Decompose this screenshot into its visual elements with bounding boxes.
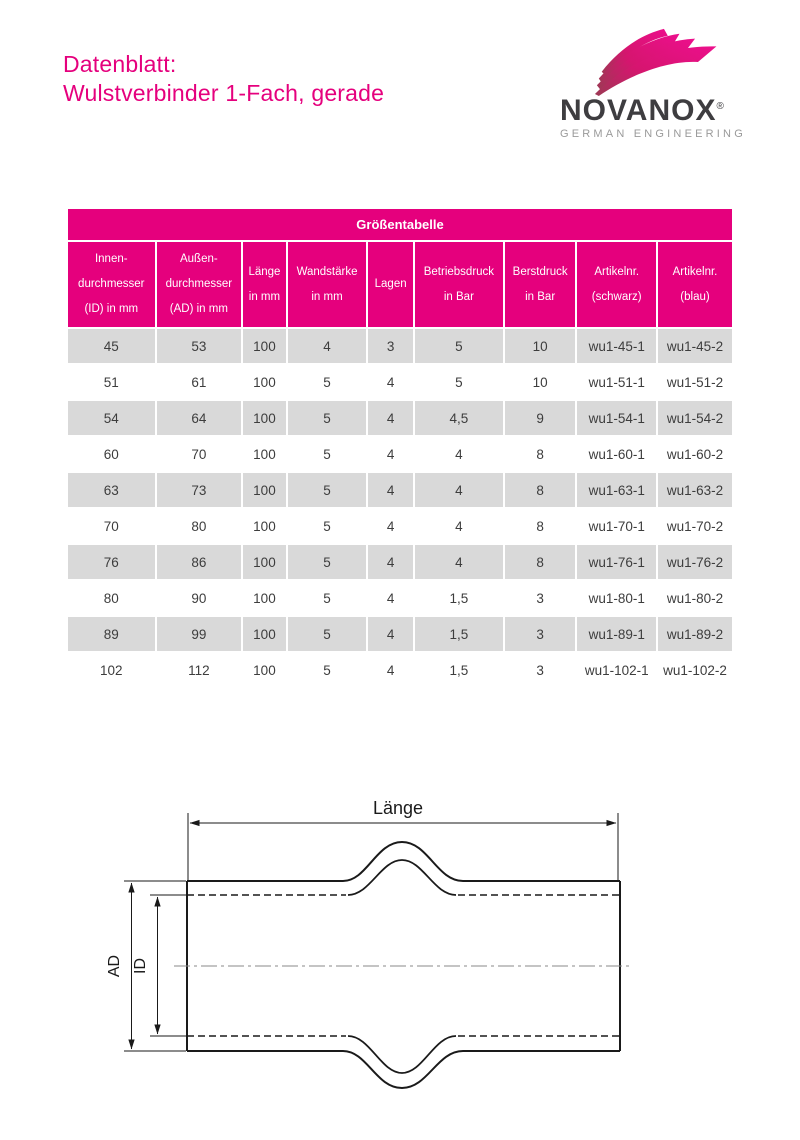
table-row: [67, 616, 733, 652]
table-title-row: [67, 208, 733, 241]
table-title: Größentabelle: [67, 208, 733, 241]
table-cell: 4: [367, 616, 414, 652]
table-cell: 4: [367, 364, 414, 400]
table-cell: 73: [156, 472, 243, 508]
table-header-row: [67, 241, 733, 328]
table-cell: 5: [287, 400, 368, 436]
table-cell: 8: [504, 436, 577, 472]
column-header-artikelnr-blau: Artikelnr. (blau): [657, 241, 733, 328]
table-cell: 4: [414, 472, 504, 508]
table-cell: 5: [287, 652, 368, 688]
table-cell: 9: [504, 400, 577, 436]
column-header-betriebsdruck: Betriebsdruck in Bar: [414, 241, 504, 328]
table-cell: wu1-45-1: [576, 328, 657, 364]
table-cell: 5: [287, 580, 368, 616]
table-cell: 3: [504, 616, 577, 652]
table-cell: 64: [156, 400, 243, 436]
table-cell: 3: [367, 328, 414, 364]
table-cell: 4: [414, 544, 504, 580]
table-row: [67, 652, 733, 688]
table-cell: 4: [367, 472, 414, 508]
table-cell: wu1-102-2: [657, 652, 733, 688]
page-title-line1: Datenblatt:: [63, 51, 177, 77]
table-cell: 4: [367, 508, 414, 544]
table-cell: 1,5: [414, 616, 504, 652]
table-cell: wu1-63-2: [657, 472, 733, 508]
page-title-line2: Wulstverbinder 1-Fach, gerade: [63, 80, 385, 106]
table-cell: 60: [67, 436, 156, 472]
table-cell: 100: [242, 472, 287, 508]
pipe-outline-top: [187, 842, 620, 881]
table-cell: wu1-80-2: [657, 580, 733, 616]
table-cell: 51: [67, 364, 156, 400]
table-cell: wu1-102-1: [576, 652, 657, 688]
table-row: [67, 580, 733, 616]
table-cell: 4: [414, 508, 504, 544]
table-cell: 8: [504, 472, 577, 508]
table-cell: 4: [287, 328, 368, 364]
table-cell: 99: [156, 616, 243, 652]
column-header-aussendurchmesser: Außen- durchmesser (AD) in mm: [156, 241, 243, 328]
table-row: [67, 508, 733, 544]
technical-drawing: [100, 780, 700, 1140]
column-header-berstdruck: Berstdruck in Bar: [504, 241, 577, 328]
size-table: [66, 207, 734, 689]
table-cell: 1,5: [414, 652, 504, 688]
table-cell: 8: [504, 508, 577, 544]
table-cell: 100: [242, 436, 287, 472]
table-cell: wu1-51-1: [576, 364, 657, 400]
inner-diameter-label: ID: [132, 958, 149, 974]
table-cell: 10: [504, 328, 577, 364]
technical-drawing-svg: [100, 780, 700, 1140]
table-cell: wu1-60-1: [576, 436, 657, 472]
table-cell: wu1-60-2: [657, 436, 733, 472]
pipe-outline-bottom: [187, 1051, 620, 1088]
logo-wordmark: [560, 94, 738, 127]
outer-diameter-label: AD: [106, 954, 123, 978]
table-cell: 80: [156, 508, 243, 544]
table-cell: 70: [67, 508, 156, 544]
bead-inner-top: [348, 860, 456, 895]
logo-swoosh-icon: [592, 26, 732, 96]
logo-tagline: GERMAN ENGINEERING: [560, 128, 746, 140]
table-cell: 70: [156, 436, 243, 472]
length-dimension-label: Länge: [372, 798, 424, 818]
table-cell: 4: [414, 436, 504, 472]
table-cell: 80: [67, 580, 156, 616]
table-cell: 5: [287, 616, 368, 652]
table-cell: 102: [67, 652, 156, 688]
page-title: [63, 50, 384, 108]
table-row: [67, 472, 733, 508]
table-cell: 100: [242, 580, 287, 616]
table-cell: 3: [504, 652, 577, 688]
table-cell: 4: [367, 544, 414, 580]
table-cell: 90: [156, 580, 243, 616]
table-cell: wu1-54-2: [657, 400, 733, 436]
table-cell: 45: [67, 328, 156, 364]
table-cell: 10: [504, 364, 577, 400]
table-cell: 100: [242, 364, 287, 400]
table-row: [67, 328, 733, 364]
table-cell: 63: [67, 472, 156, 508]
table-cell: 4: [367, 580, 414, 616]
logo-name-text: NOVANOX: [560, 94, 717, 127]
column-header-innendurchmesser: Innen- durchmesser (ID) in mm: [67, 241, 156, 328]
table-cell: wu1-76-1: [576, 544, 657, 580]
table-cell: 4,5: [414, 400, 504, 436]
table-cell: 3: [504, 580, 577, 616]
table-cell: wu1-70-2: [657, 508, 733, 544]
table-cell: 76: [67, 544, 156, 580]
table-cell: wu1-63-1: [576, 472, 657, 508]
table-cell: 5: [287, 436, 368, 472]
registered-mark: ®: [716, 101, 725, 112]
table-cell: 54: [67, 400, 156, 436]
table-cell: 61: [156, 364, 243, 400]
table-cell: wu1-89-1: [576, 616, 657, 652]
table-row: [67, 364, 733, 400]
table-cell: 100: [242, 328, 287, 364]
table-cell: wu1-76-2: [657, 544, 733, 580]
table-cell: 5: [414, 328, 504, 364]
table-cell: 100: [242, 544, 287, 580]
table-cell: 4: [367, 400, 414, 436]
table-cell: 89: [67, 616, 156, 652]
bead-inner-bottom: [348, 1036, 456, 1073]
table-row: [67, 436, 733, 472]
table-cell: 5: [287, 472, 368, 508]
table-row: [67, 400, 733, 436]
table-cell: 86: [156, 544, 243, 580]
table-cell: 100: [242, 400, 287, 436]
table-cell: wu1-45-2: [657, 328, 733, 364]
table-cell: wu1-89-2: [657, 616, 733, 652]
table-cell: 5: [287, 364, 368, 400]
table-cell: 100: [242, 652, 287, 688]
table-cell: 5: [414, 364, 504, 400]
table-cell: wu1-51-2: [657, 364, 733, 400]
table-cell: 53: [156, 328, 243, 364]
column-header-lagen: Lagen: [367, 241, 414, 328]
table-cell: wu1-70-1: [576, 508, 657, 544]
table-cell: 112: [156, 652, 243, 688]
table-cell: 4: [367, 436, 414, 472]
table-row: [67, 544, 733, 580]
table-cell: 5: [287, 544, 368, 580]
table-cell: wu1-80-1: [576, 580, 657, 616]
table-cell: 100: [242, 508, 287, 544]
table-cell: 8: [504, 544, 577, 580]
novanox-logo: [560, 26, 746, 140]
column-header-wandstaerke: Wandstärke in mm: [287, 241, 368, 328]
table-cell: 1,5: [414, 580, 504, 616]
table-cell: 5: [287, 508, 368, 544]
table-cell: 4: [367, 652, 414, 688]
table-cell: 100: [242, 616, 287, 652]
column-header-laenge: Länge in mm: [242, 241, 287, 328]
column-header-artikelnr-schwarz: Artikelnr. (schwarz): [576, 241, 657, 328]
table-cell: wu1-54-1: [576, 400, 657, 436]
